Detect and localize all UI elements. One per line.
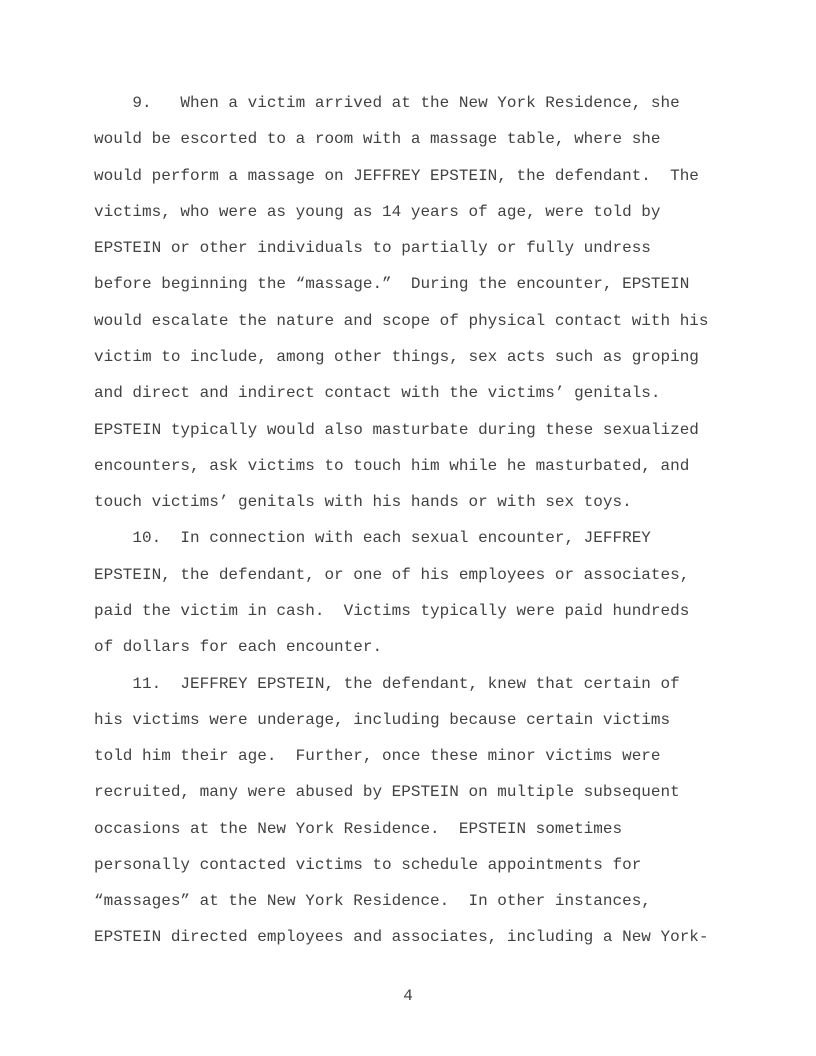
text-line: EPSTEIN, the defendant, or one of his employees or associates,	[94, 565, 690, 584]
text-line: EPSTEIN or other individuals to partially or fully undress	[94, 239, 651, 258]
text-line: of dollars for each encounter.	[94, 638, 383, 657]
text-line: would escalate the nature and scope of physical contact with his	[94, 311, 709, 330]
text-line: 9. When a victim arrived at the New York Residence, she	[94, 94, 680, 112]
text-line: and direct and indirect contact with the victims’ genitals.	[94, 384, 661, 403]
text-line: before beginning the “massage.” During the encounter, EPSTEIN	[94, 275, 690, 294]
text-line: victims, who were as young as 14 years of age, were told by	[94, 202, 661, 221]
text-line: paid the victim in cash. Victims typically were paid hundreds	[94, 601, 690, 620]
paragraph-9	[94, 85, 709, 520]
paragraph-10	[94, 520, 709, 665]
text-line: would be escorted to a room with a massage table, where she	[94, 130, 661, 149]
page-number: 4	[403, 987, 413, 1005]
text-line: victim to include, among other things, sex acts such as groping	[94, 347, 699, 366]
text-line: “massages” at the New York Residence. In other instances,	[94, 892, 651, 911]
text-line: touch victims’ genitals with his hands or with sex toys.	[94, 493, 632, 512]
text-line: occasions at the New York Residence. EPSTEIN sometimes	[94, 819, 623, 838]
text-line: EPSTEIN directed employees and associates, including a New York-	[94, 928, 709, 947]
paragraph-11	[94, 666, 709, 956]
text-line: EPSTEIN typically would also masturbate during these sexualized	[94, 420, 699, 439]
text-line: would perform a massage on JEFFREY EPSTEIN, the defendant. The	[94, 166, 699, 185]
document-body	[94, 85, 709, 956]
text-line: personally contacted victims to schedule appointments for	[94, 855, 642, 874]
text-line: his victims were underage, including because certain victims	[94, 710, 671, 729]
text-line: encounters, ask victims to touch him while he masturbated, and	[94, 456, 690, 475]
text-line: recruited, many were abused by EPSTEIN on multiple subsequent	[94, 783, 680, 802]
text-line: 11. JEFFREY EPSTEIN, the defendant, knew that certain of	[94, 674, 680, 693]
text-line: told him their age. Further, once these minor victims were	[94, 747, 661, 766]
text-line: 10. In connection with each sexual encounter, JEFFREY	[94, 529, 651, 548]
